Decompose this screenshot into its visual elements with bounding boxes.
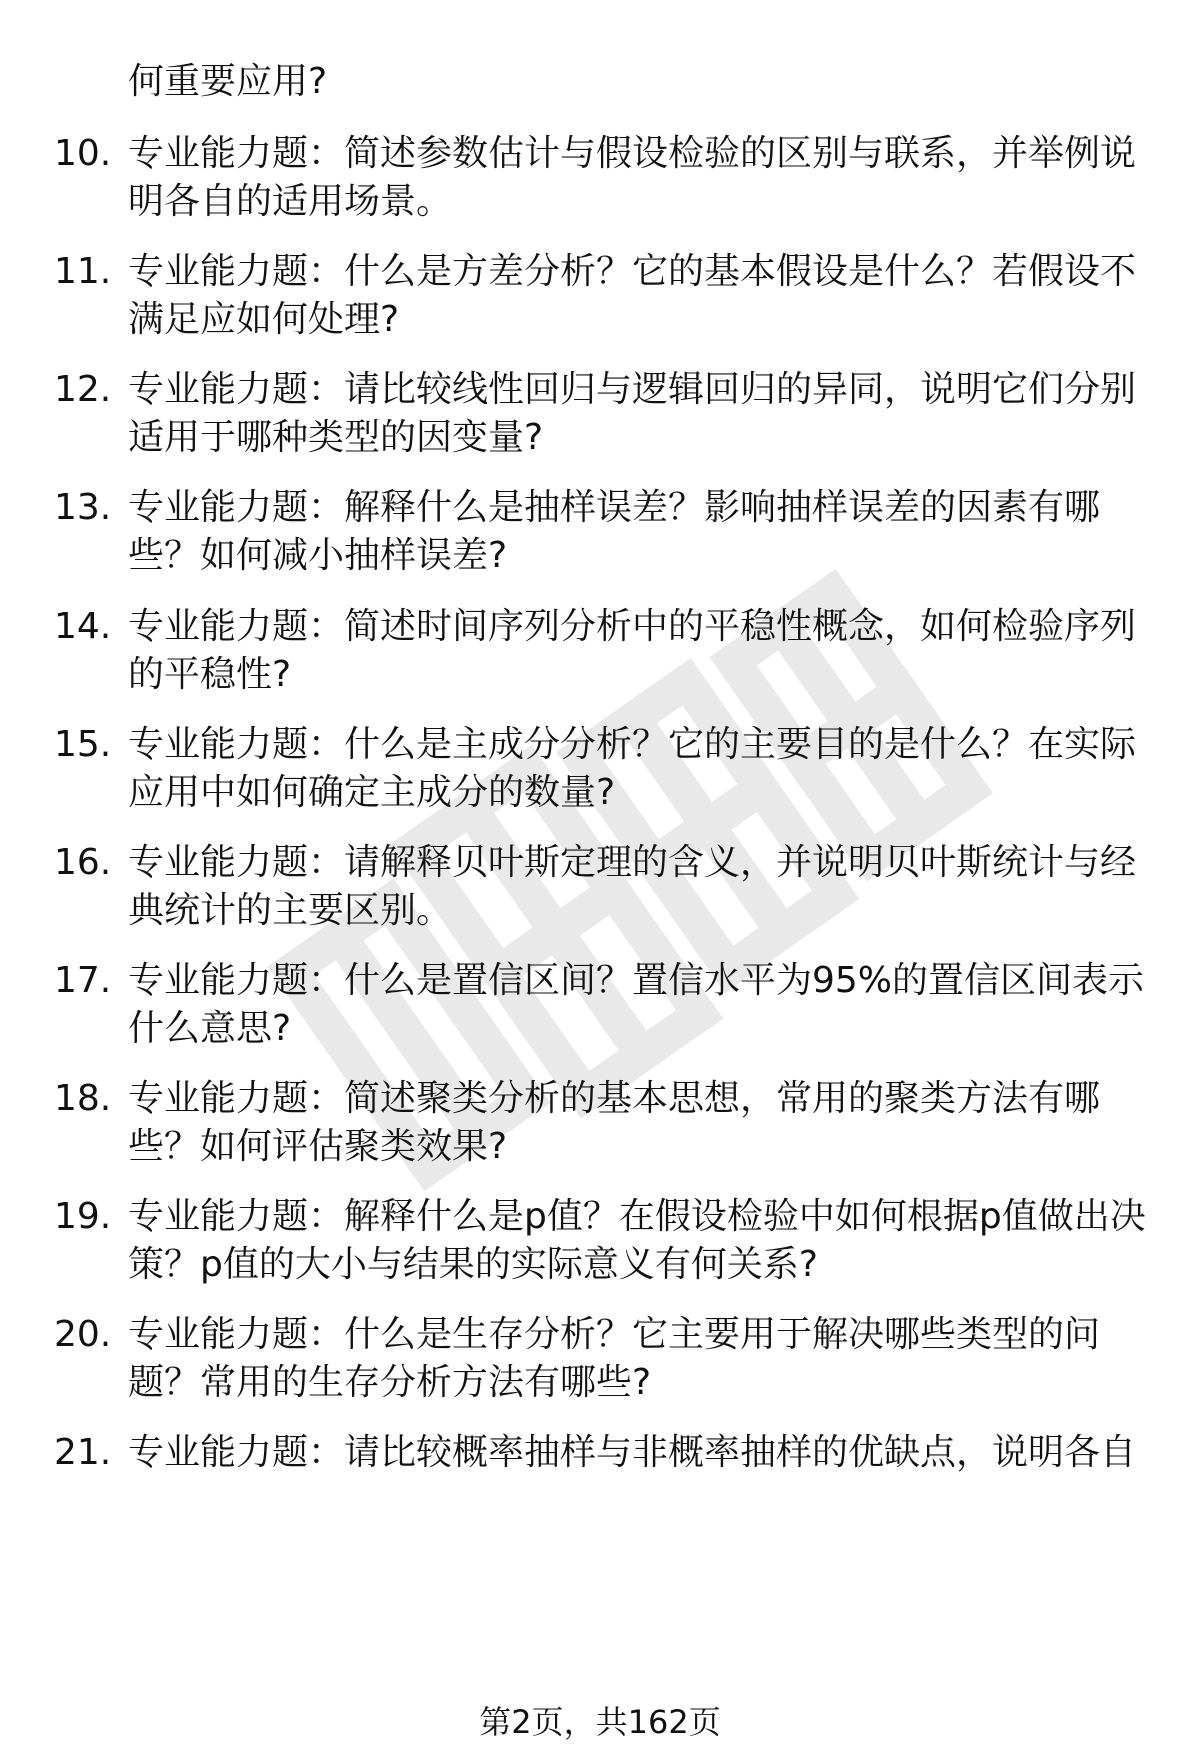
question-text: [128, 1075, 1160, 1171]
question-line: 专业能力题：简述聚类分析的基本思想，常用的聚类方法有哪: [128, 1078, 1101, 1119]
question-line: 专业能力题：请比较概率抽样与非概率抽样的优缺点，说明各自: [128, 1432, 1137, 1473]
question-line: 专业能力题：请比较线性回归与逻辑回归的异同，说明它们分别: [128, 369, 1137, 410]
question-number: 15.: [54, 724, 112, 765]
question-line: 专业能力题：请解释贝叶斯定理的含义，并说明贝叶斯统计与经: [128, 842, 1137, 883]
question-line: 专业能力题：简述参数估计与假设检验的区别与联系，并举例说: [128, 133, 1137, 174]
page-footer: 第2页，共162页: [479, 1703, 721, 1741]
question-item-13: [54, 484, 1164, 580]
question-text: [128, 1429, 1160, 1477]
question-line: 专业能力题：简述时间序列分析中的平稳性概念，如何检验序列: [128, 606, 1137, 647]
question-line: 些？如何减小抽样误差?: [128, 535, 508, 576]
question-text: [128, 248, 1160, 344]
question-line: 专业能力题：什么是生存分析？它主要用于解决哪些类型的问: [128, 1314, 1101, 1355]
question-line: 些？如何评估聚类效果?: [128, 1126, 508, 1167]
question-number: 18.: [54, 1078, 112, 1119]
question-number: 12.: [54, 369, 112, 410]
question-line: 满足应如何处理?: [128, 299, 400, 340]
question-line: 专业能力题：解释什么是p值？在假设检验中如何根据p值做出决: [128, 1196, 1146, 1237]
question-item-16: [54, 839, 1164, 935]
question-number: 10.: [54, 133, 112, 174]
question-item-21: [54, 1429, 1164, 1477]
question-text: [128, 721, 1160, 817]
question-text: [128, 130, 1160, 226]
question-text: [128, 839, 1160, 935]
question-number: 20.: [54, 1314, 112, 1355]
question-text: [128, 957, 1160, 1053]
question-item-10: [54, 130, 1164, 226]
question-line: 专业能力题：什么是置信区间？置信水平为95%的置信区间表示: [128, 960, 1145, 1001]
question-item-19: [54, 1193, 1164, 1289]
question-line: 专业能力题：什么是主成分分析？它的主要目的是什么？在实际: [128, 724, 1137, 765]
question-text: [128, 1311, 1160, 1407]
question-line: 专业能力题：什么是方差分析？它的基本假设是什么？若假设不: [128, 251, 1137, 292]
question-item-12: [54, 366, 1164, 462]
question-number: 13.: [54, 487, 112, 528]
question-number: 17.: [54, 960, 112, 1001]
question-text: [128, 603, 1160, 699]
question-number: 21.: [54, 1432, 112, 1473]
question-line: 专业能力题：解释什么是抽样误差？影响抽样误差的因素有哪: [128, 487, 1101, 528]
question-item-15: [54, 721, 1164, 817]
question-item-18: [54, 1075, 1164, 1171]
question-line: 题？常用的生存分析方法有哪些?: [128, 1362, 652, 1403]
question-item-14: [54, 603, 1164, 699]
question-text: [128, 1193, 1160, 1289]
question-line: 什么意思?: [128, 1008, 292, 1049]
previous-question-tail: 何重要应用?: [128, 61, 328, 102]
question-number: 11.: [54, 251, 112, 292]
question-line: 的平稳性?: [128, 654, 292, 695]
question-number: 16.: [54, 842, 112, 883]
question-line: 典统计的主要区别。: [128, 890, 453, 931]
question-number: 19.: [54, 1196, 112, 1237]
question-line: 适用于哪种类型的因变量?: [128, 417, 544, 458]
question-text: [128, 484, 1160, 580]
question-item-11: [54, 248, 1164, 344]
question-item-20: [54, 1311, 1164, 1407]
question-line: 明各自的适用场景。: [128, 181, 453, 222]
question-text: [128, 366, 1160, 462]
question-line: 策？p值的大小与结果的实际意义有何关系?: [128, 1244, 818, 1285]
question-item-17: [54, 957, 1164, 1053]
question-line: 应用中如何确定主成分的数量?: [128, 772, 616, 813]
question-number: 14.: [54, 606, 112, 647]
